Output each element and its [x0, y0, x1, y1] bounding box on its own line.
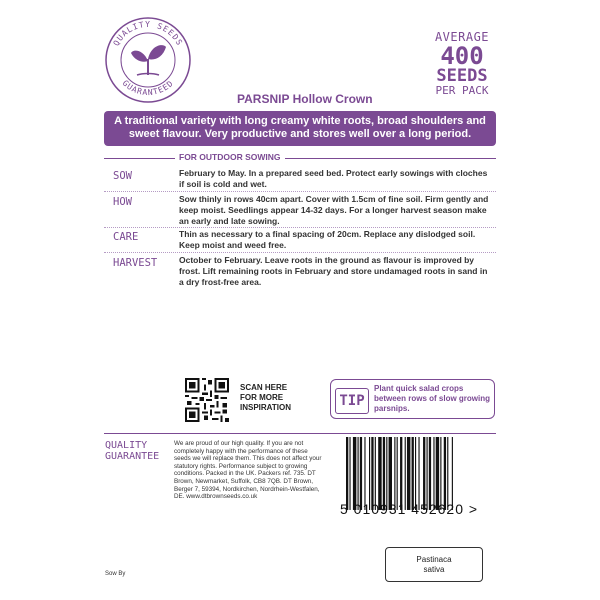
latin-name-box [385, 547, 483, 582]
barcode-bar [389, 437, 392, 510]
row-label-care: CARE [113, 231, 139, 243]
average-label: AVERAGE [434, 30, 490, 44]
barcode-bar [349, 437, 350, 510]
quality-guarantee-text: We are proud of our high quality. If you are not completely happy with the performance of these seeds we will replace them. This does not affect your statutory rights. Performance subject to growing conditions. Packed in the UK. Packers ref. 735. DT Brown, Newmarket, Suffolk, CB8 7QB. DT Brown, Berger 7, 59394, Nordkirchen, Nordrhein-Westfalen, DE. www.dtbrownseeds.co.uk [174, 440, 322, 501]
barcode-bar [440, 437, 441, 510]
row-text-sow: February to May. In a prepared seed bed. Protect early sowings with cloches if soil is cold and wet. [179, 168, 488, 189]
barcode-bar [358, 437, 359, 510]
barcode-bar [423, 437, 425, 510]
barcode-bar [371, 437, 373, 510]
barcode-bar [353, 437, 356, 510]
barcode-bar [383, 437, 385, 510]
barcode-bar [360, 437, 362, 510]
product-title: PARSNIP Hollow Crown [237, 92, 373, 106]
row-divider [104, 191, 496, 192]
quality-divider [104, 433, 496, 434]
barcode-bar [397, 437, 398, 510]
latin-name-line2: sativa [423, 565, 445, 574]
quality-label-line1: QUALITY [105, 440, 148, 451]
row-divider [104, 252, 496, 253]
barcode-bar [444, 437, 446, 510]
row-label-harvest: HARVEST [113, 257, 158, 269]
row-label-sow: SOW [113, 170, 132, 182]
row-text-harvest: October to February. Leave roots in the ground as flavour is improved by frost. Lift remaining roots in February and store undamaged roots in sand in a dry frost-free area. [179, 255, 488, 287]
svg-text:GUARANTEED: GUARANTEED [120, 78, 176, 98]
barcode-bar [386, 437, 387, 510]
seed-count: 400 [440, 42, 484, 70]
barcode-bar [364, 437, 365, 510]
barcode-bar [412, 437, 414, 510]
barcode-bar [346, 437, 348, 510]
section-heading: FOR OUTDOOR SOWING [175, 152, 285, 162]
barcode-bar [447, 437, 448, 510]
barcode-bar [427, 437, 428, 510]
barcode-bar [394, 437, 395, 510]
quality-guarantee-label [105, 440, 159, 462]
average-seeds-badge [428, 31, 496, 103]
svg-text:QUALITY SEEDS: QUALITY SEEDS [111, 20, 185, 48]
barcode-bar [452, 437, 453, 510]
latin-name-line1: Pastinaca [416, 555, 452, 564]
per-pack-label: PER PACK [435, 84, 489, 97]
quality-label-line2: GUARANTEE [105, 451, 160, 462]
row-text-care: Thin as necessary to a final spacing of 20cm. Replace any dislodged soil. Keep moist and weed free. [179, 229, 476, 250]
barcode-bar [378, 437, 381, 510]
qr-code[interactable] [185, 378, 229, 422]
tip-label: TIP [335, 388, 369, 414]
barcode-bar [375, 437, 376, 510]
barcode-bar [429, 437, 431, 510]
barcode-bar [407, 437, 410, 510]
barcode-bar [415, 437, 416, 510]
sow-by-label: Sow By [105, 571, 126, 577]
seeds-label: SEEDS [436, 66, 488, 86]
barcode-bar [418, 437, 419, 510]
row-divider [104, 227, 496, 228]
quality-seeds-logo [103, 15, 193, 105]
row-text-how: Sow thinly in rows 40cm apart. Cover with 1.5cm of fine soil. Firm gently and keep moist. Seedlings appear 14-32 days. For a longer harvest season make an early and late sowing. [179, 194, 489, 226]
barcode-number: 5 010931 452620 > [340, 501, 479, 517]
seedling-icon [131, 45, 166, 75]
barcode-bar [433, 437, 434, 510]
barcode-bar [369, 437, 370, 510]
scan-here-text: SCAN HERE FOR MORE INSPIRATION [240, 383, 291, 412]
section-divider [104, 158, 496, 159]
tip-text: Plant quick salad crops between rows of slow growing parsnips. [374, 384, 491, 413]
row-label-how: HOW [113, 196, 132, 208]
description-banner: A traditional variety with long creamy white roots, broad shoulders and sweet flavour. Very productive and stores well over a long period. [104, 111, 496, 146]
barcode-bar [436, 437, 439, 510]
barcode-bar [400, 437, 402, 510]
barcode-bar [405, 437, 406, 510]
